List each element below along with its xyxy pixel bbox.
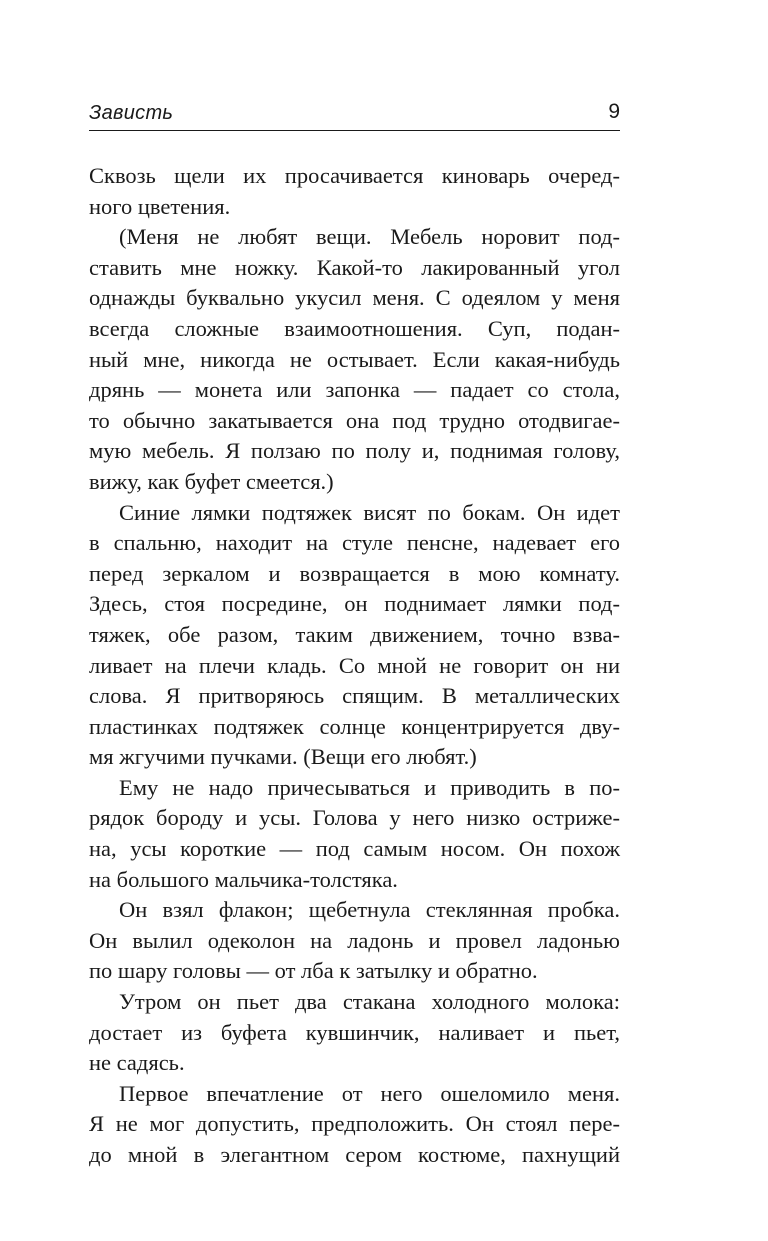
text-line: ливает на плечи кладь. Со мной не говорит он ни (89, 652, 620, 678)
text-line: мя жгучими пучками. (Вещи его любят.) (89, 744, 477, 770)
text-line: Сквозь щели их просачивается киноварь очеред- (89, 163, 620, 188)
text-line: Ему не надо причесываться и приводить в по- (119, 774, 620, 800)
text-line: Он вылил одеколон на ладонь и провел ладонью (89, 927, 620, 953)
text-line: рядок бороду и усы. Голова у него низко остриже- (89, 805, 620, 831)
text-line: ставить мне ножку. Какой-то лакированный угол (89, 254, 620, 280)
text-line: Я не мог допустить, предположить. Он стоял пере- (89, 1111, 620, 1137)
running-title: Зависть (89, 102, 174, 124)
text-line: то обычно закатывается она под трудно отодвигае- (89, 407, 620, 433)
text-line: дрянь — монета или запонка — падает со стола, (89, 377, 620, 403)
text-line: (Меня не любят вещи. Мебель норовит под- (119, 224, 620, 250)
text-line: Утром он пьет два стакана холодного молока: (119, 989, 620, 1015)
text-line: по шару головы — от лба к затылку и обратно. (89, 958, 538, 984)
text-line: слова. Я притворяюсь спящим. В металлических (89, 683, 620, 709)
text-line: однажды буквально укусил меня. С одеялом у меня (89, 285, 620, 311)
text-line: ного цветения. (89, 193, 231, 219)
text-line: перед зеркалом и возвращается в мою комнату. (89, 560, 620, 586)
text-line: тяжек, обе разом, таким движением, точно взва- (89, 621, 620, 647)
text-line: Здесь, стоя посредине, он поднимает лямки под- (89, 591, 620, 617)
text-line: ный мне, никогда не остывает. Если какая-нибудь (89, 346, 620, 372)
text-line: не садясь. (89, 1050, 185, 1076)
text-line: мую мебель. Я ползаю по полу и, поднимая голову, (89, 438, 620, 464)
text-line: на, усы короткие — под самым носом. Он похож (89, 836, 620, 862)
running-header (89, 100, 620, 131)
body-text (89, 161, 620, 1171)
page-number: 9 (608, 100, 620, 123)
text-line: Первое впечатление от него ошеломило меня. (119, 1080, 620, 1106)
text-line: на большого мальчика-толстяка. (89, 866, 398, 892)
text-line: всегда сложные взаимоотношения. Суп, подан- (89, 315, 620, 341)
text-line: Синие лямки подтяжек висят по бокам. Он идет (119, 499, 620, 525)
text-line: в спальню, находит на стуле пенсне, надевает его (89, 530, 620, 556)
text-line: до мной в элегантном сером костюме, пахнущий (89, 1142, 620, 1167)
text-line: достает из буфета кувшинчик, наливает и пьет, (89, 1019, 620, 1045)
text-line: вижу, как буфет смеется.) (89, 468, 334, 494)
text-line: Он взял флакон; щебетнула стеклянная пробка. (119, 897, 620, 923)
text-line: пластинках подтяжек солнце концентрируется дву- (89, 713, 620, 739)
